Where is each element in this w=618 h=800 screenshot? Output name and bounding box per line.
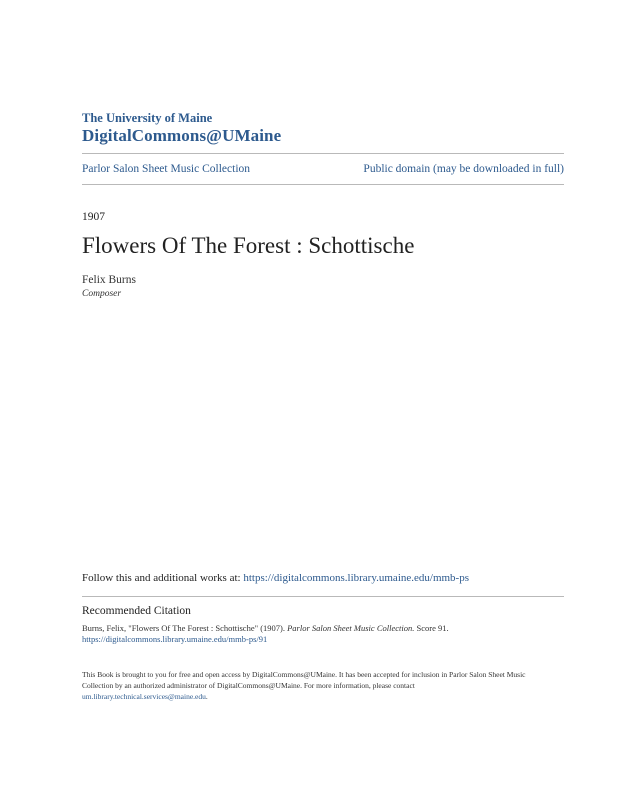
divider-citation (82, 596, 564, 597)
notice-trailing: . (205, 692, 208, 701)
author-name: Felix Burns (82, 274, 136, 286)
author-role: Composer (82, 289, 122, 299)
citation-collection: Parlor Salon Sheet Music Collection. (287, 623, 415, 633)
follow-link[interactable]: https://digitalcommons.library.umaine.edu/mmb-ps (243, 572, 469, 584)
citation-heading: Recommended Citation (82, 605, 191, 617)
publication-year: 1907 (82, 211, 105, 223)
repository-name[interactable]: DigitalCommons@UMaine (82, 126, 282, 145)
divider-top (82, 153, 564, 154)
follow-label: Follow this and additional works at: (82, 572, 241, 584)
contact-email-link[interactable]: um.library.technical.services@maine.edu (82, 692, 206, 701)
notice-text: This Book is brought to you for free and open access by DigitalCommons@UMaine. It has been accepted for inclusion in Parlor Salon Sheet Music Collection by an authorized administrator of DigitalCommons@UMaine. For more information, please contact (82, 670, 526, 690)
citation-text: Burns, Felix, "Flowers Of The Forest : Schottische" (1907). (82, 623, 288, 633)
citation-score: Score 91. (414, 623, 449, 633)
access-notice (82, 669, 552, 702)
citation-link[interactable]: https://digitalcommons.library.umaine.edu/mmb-ps/91 (82, 633, 268, 644)
follow-line (82, 572, 469, 584)
rights-statement[interactable]: Public domain (may be downloaded in full) (363, 163, 564, 175)
university-name: The University of Maine (82, 111, 213, 125)
collection-link[interactable]: Parlor Salon Sheet Music Collection (82, 163, 251, 175)
divider-meta (82, 184, 564, 185)
citation-block (82, 623, 552, 644)
work-title: Flowers Of The Forest : Schottische (82, 233, 415, 258)
